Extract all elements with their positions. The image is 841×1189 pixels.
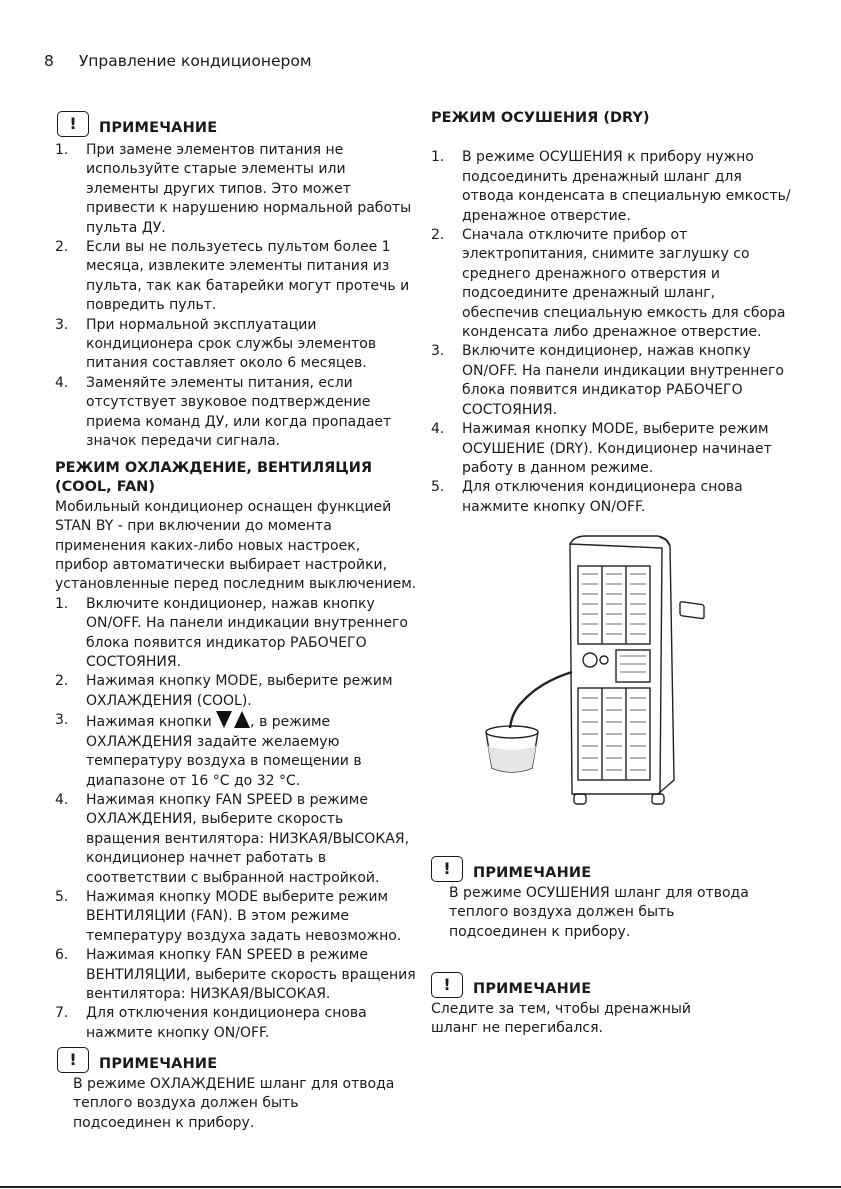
- cool-fan-list: [55, 595, 417, 1043]
- list-item: 1. В режиме ОСУШЕНИЯ к прибору нужно подсоединить дренажный шланг для отвода конденсата в специальную емкость/дренажное отверстие.: [431, 149, 791, 224]
- bottom-divider: [0, 1186, 841, 1188]
- dry-section: [431, 109, 791, 517]
- list-item: 3. Нажимая кнопки , в режиме ОХЛАЖДЕНИЯ задайте желаемую температуру воздуха в помещении в диапазоне от 16 °C до 32 °C.: [55, 712, 362, 789]
- triangle-down-icon: [216, 711, 232, 728]
- list-item: 4. Нажимая кнопку MODE, выберите режим ОСУШЕНИЕ (DRY). Кондиционер начинает работу в данном режиме.: [431, 421, 772, 476]
- page-header: [44, 52, 312, 70]
- page-header-title: Управление кондиционером: [78, 52, 312, 70]
- air-conditioner-illustration: [470, 532, 710, 810]
- list-item: 1. При замене элементов питания не используйте старые элементы или элементы других типов. Это может привести к нарушению нормальной работы пульта ДУ.: [55, 142, 412, 236]
- list-item: 2. Нажимая кнопку MODE, выберите режим ОХЛАЖДЕНИЯ (COOL).: [55, 673, 393, 709]
- list-item: 5. Для отключения кондиционера снова нажмите кнопку ON/OFF.: [431, 479, 743, 515]
- list-item: 5. Нажимая кнопку MODE выберите режим ВЕНТИЛЯЦИИ (FAN). В этом режиме температуру воздуха задать невозможно.: [55, 888, 402, 944]
- note-2: [57, 1047, 397, 1133]
- section-title: РЕЖИМ ОСУШЕНИЯ (DRY): [431, 110, 650, 126]
- note-title: ПРИМЕЧАНИЕ: [473, 981, 592, 997]
- list-item: 4. Заменяйте элементы питания, если отсутствует звуковое подтверждение приема команд ДУ, или когда пропадает значок передачи сигнала.: [55, 374, 392, 450]
- note-1: [55, 111, 417, 452]
- note-4: [431, 972, 771, 1039]
- page-number: 8: [44, 52, 54, 70]
- list-item: 1. Включите кондиционер, нажав кнопку ON/OFF. На панели индикации внутреннего блока появится индикатор РАБОЧЕГО СОСТОЯНИЯ.: [55, 595, 408, 671]
- list-item: 3. Включите кондиционер, нажав кнопку ON/OFF. На панели индикации внутреннего блока появится индикатор РАБОЧЕГО СОСТОЯНИЯ.: [431, 343, 784, 418]
- list-item: 7. Для отключения кондиционера снова нажмите кнопку ON/OFF.: [55, 1005, 367, 1041]
- note-title: ПРИМЕЧАНИЕ: [99, 1056, 218, 1072]
- list-item: 3. При нормальной эксплуатации кондиционера срок службы элементов питания составляет около 6 месяцев.: [55, 316, 377, 372]
- dry-list: [431, 148, 791, 517]
- note-3: [431, 856, 771, 942]
- list-item: 6. Нажимая кнопку FAN SPEED в режиме ВЕНТИЛЯЦИИ, выберите скорость вращения вентилятора: НИЗКАЯ/ВЫСОКАЯ.: [55, 947, 416, 1002]
- exclamation-icon: !: [431, 972, 463, 998]
- note-text: Следите за тем, чтобы дренажный шланг не перегибался.: [431, 1001, 691, 1037]
- section-title: РЕЖИМ ОХЛАЖДЕНИЕ, ВЕНТИЛЯЦИЯ (COOL, FAN): [55, 460, 373, 496]
- list-item: 2. Сначала отключите прибор от электропитания, снимите заглушку со среднего дренажного отверстия и подсоедините дренажный шланг, обеспечив специальную емкость для сбора конденсата либо дренажное отверстие.: [431, 227, 786, 341]
- note-title: ПРИМЕЧАНИЕ: [473, 865, 592, 881]
- cool-fan-section: [55, 459, 417, 1043]
- note-text: В режиме ОХЛАЖДЕНИЕ шланг для отвода теплого воздуха должен быть подсоединен к прибору.: [73, 1076, 395, 1131]
- note-text: В режиме ОСУШЕНИЯ шланг для отвода теплого воздуха должен быть подсоединен к прибору.: [449, 885, 749, 940]
- exclamation-icon: !: [431, 856, 463, 882]
- triangle-up-icon: [234, 711, 250, 728]
- exclamation-icon: !: [57, 111, 89, 137]
- exclamation-icon: !: [57, 1047, 89, 1073]
- note-title: ПРИМЕЧАНИЕ: [99, 120, 218, 136]
- list-item: 4. Нажимая кнопку FAN SPEED в режиме ОХЛАЖДЕНИЯ, выберите скорость вращения вентилятора: НИЗКАЯ/ВЫСОКАЯ, кондиционер начнет работать в соответствии с выбранной настройкой.: [55, 791, 410, 886]
- list-item: 2. Если вы не пользуетесь пультом более 1 месяца, извлеките элементы питания из пульта, так как батарейки могут протечь и повредить пульт.: [55, 239, 410, 314]
- note-1-list: [55, 141, 417, 452]
- section-intro: Мобильный кондиционер оснащен функцией STAN BY - при включении до момента применения каких-либо новых настроек, прибор автоматически выбирает настройки, установленные перед последним выключением.: [55, 498, 417, 593]
